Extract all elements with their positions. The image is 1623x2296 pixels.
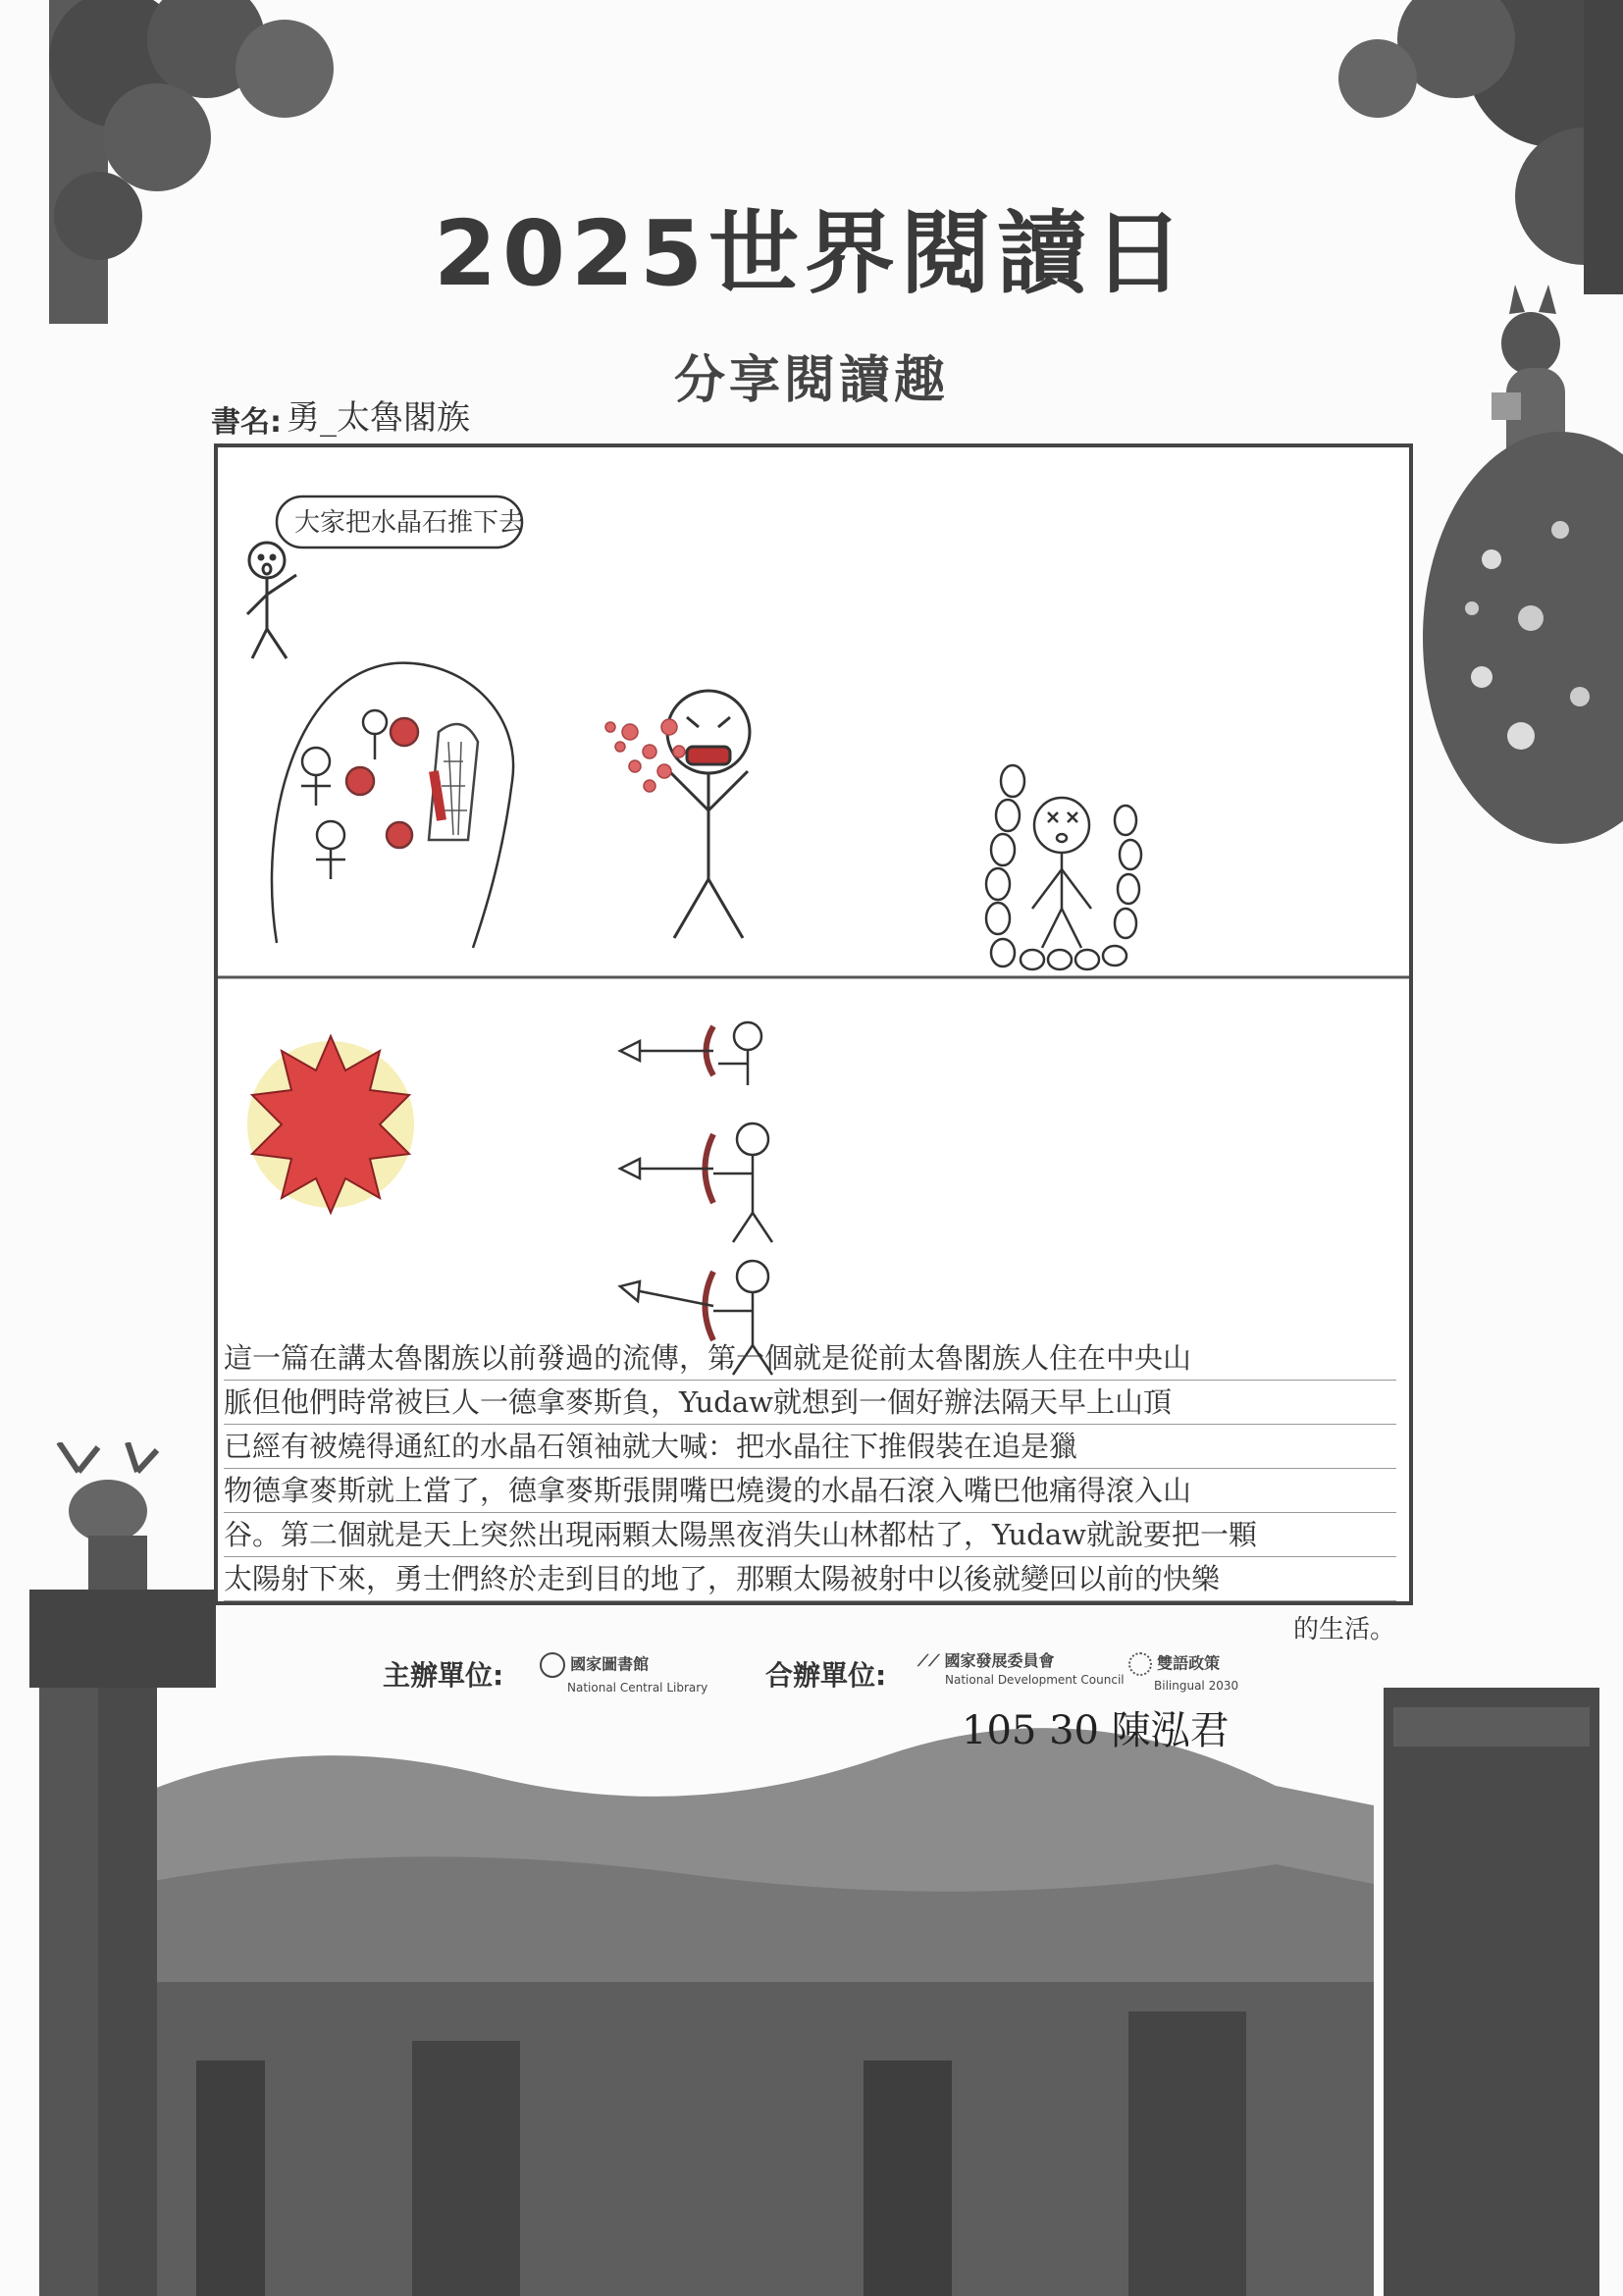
story-line: 物德拿麥斯就上當了，德拿麥斯張開嘴巴燒燙的水晶石滾入嘴巴他痛得滾入山 — [224, 1469, 1396, 1513]
library-seal-icon — [540, 1652, 565, 1678]
co-organizer-name-2: 雙語政策 — [1157, 1653, 1221, 1673]
co-organizer-name-en-2: Bilingual 2030 — [1154, 1679, 1239, 1693]
page-title: 2025世界閱讀日 — [433, 201, 1190, 306]
page-subtitle: 分享閱讀趣 — [673, 351, 949, 410]
co-organizer-label: 合辦單位: — [765, 1659, 887, 1692]
co-organizer-name-1: 國家發展委員會 — [944, 1651, 1055, 1670]
organizer-name: 國家圖書館 — [570, 1654, 650, 1674]
forest-landscape-decoration — [0, 1688, 1623, 2296]
ndc-logo-icon: ⟋⟋ — [917, 1651, 940, 1670]
sun-drawing — [247, 1036, 414, 1213]
story-line: 谷。第二個就是天上突然出現兩顆太陽黑夜消失山林都枯了，Yudaw就說要把一顆 — [224, 1513, 1396, 1557]
co-organizer-name-en-1: National Development Council — [945, 1673, 1125, 1687]
organizer-logo — [540, 1652, 707, 1696]
archers — [620, 1022, 772, 1375]
co-organizer-logo-2 — [1128, 1652, 1238, 1695]
story-line: 脈但他們時常被巨人一德拿麥斯負，Yudaw就想到一個好辦法隔天早上山頂 — [224, 1381, 1396, 1425]
story-line: 太陽射下來，勇士們終於走到目的地了，那顆太陽被射中以後就變回以前的快樂 — [224, 1557, 1396, 1601]
student-signature: 105 30 陳泓君 — [962, 1708, 1230, 1753]
story-line: 這一篇在講太魯閣族以前發過的流傳，第一個就是從前太魯閣族人住在中央山 — [224, 1336, 1396, 1381]
organizer-label: 主辦單位: — [383, 1659, 504, 1692]
co-organizer-logo-1 — [917, 1652, 1125, 1689]
organizer-name-en: National Central Library — [567, 1681, 708, 1695]
sponsors-row — [383, 1648, 1364, 1697]
story-line: 已經有被燒得通紅的水晶石領袖就大喊：把水晶往下推假裝在追是獵 — [224, 1425, 1396, 1469]
defeated-giant — [986, 765, 1141, 969]
speaking-stick-figure — [247, 543, 296, 658]
bilingual-logo-icon — [1128, 1652, 1152, 1676]
story-tail: 的生活。 — [1293, 1615, 1396, 1644]
book-name-label: 書名: — [211, 405, 282, 440]
book-name-value: 勇_太魯閣族 — [287, 398, 470, 438]
giant-figure — [667, 691, 750, 938]
speech-bubble-text: 大家把水晶石推下去 — [294, 508, 525, 538]
mountain-group — [272, 663, 513, 948]
story-text — [224, 1336, 1396, 1601]
